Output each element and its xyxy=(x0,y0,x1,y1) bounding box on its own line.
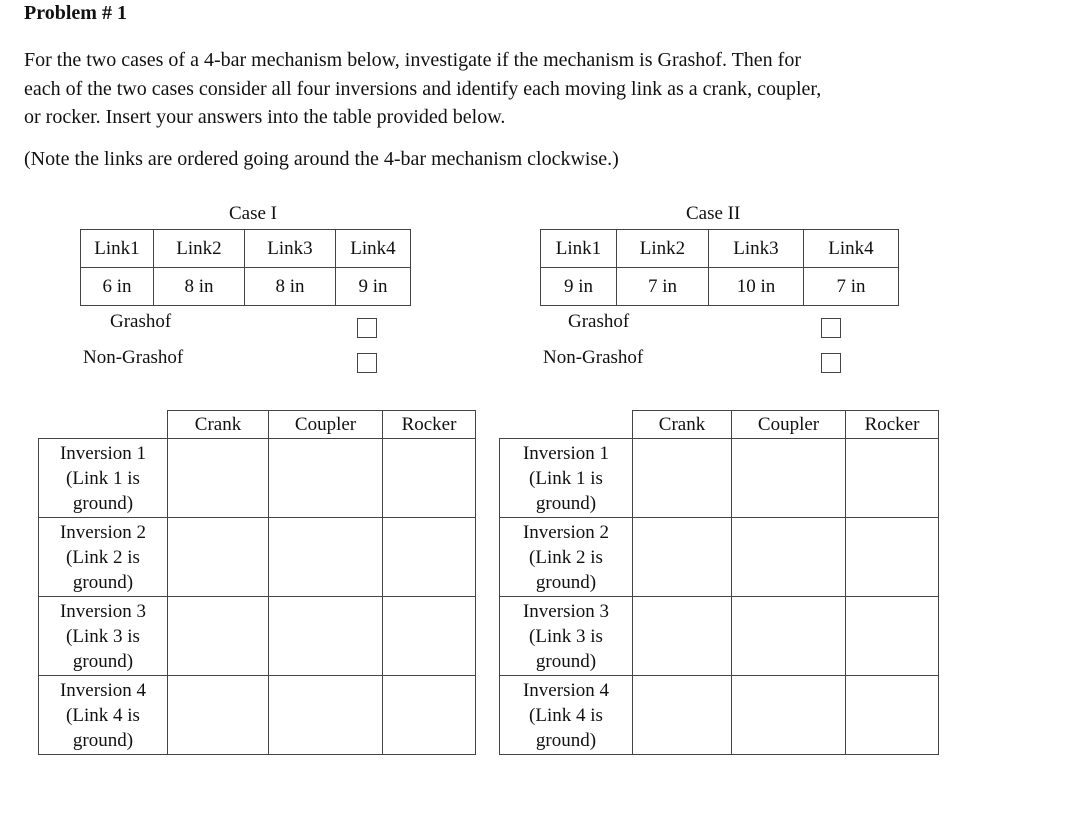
answer-cell-rocker[interactable] xyxy=(846,439,939,518)
answer-cell-rocker[interactable] xyxy=(846,518,939,597)
problem-title: Problem # 1 xyxy=(24,2,127,24)
instructions-line: or rocker. Insert your answers into the table provided below. xyxy=(24,106,506,128)
answer-cell-rocker[interactable] xyxy=(383,518,476,597)
case2-link-table xyxy=(540,229,899,306)
case1-value-link2: 8 in xyxy=(154,268,245,306)
table-row xyxy=(500,676,939,755)
note-text: (Note the links are ordered going around the 4-bar mechanism clockwise.) xyxy=(24,148,619,170)
column-header-coupler: Coupler xyxy=(269,411,383,439)
row-label-inversion-2: Inversion 2 (Link 2 is ground) xyxy=(39,518,168,597)
answer-cell-crank[interactable] xyxy=(168,676,269,755)
column-header-rocker: Rocker xyxy=(846,411,939,439)
case2-header-link1: Link1 xyxy=(541,230,617,268)
case1-title: Case I xyxy=(229,203,278,224)
case1-header-link1: Link1 xyxy=(81,230,154,268)
case2-non-grashof-checkbox[interactable] xyxy=(821,353,841,373)
case2-value-link4: 7 in xyxy=(804,268,899,306)
row-label-inversion-2: Inversion 2 (Link 2 is ground) xyxy=(500,518,633,597)
answer-cell-rocker[interactable] xyxy=(383,676,476,755)
case2-header-link4: Link4 xyxy=(804,230,899,268)
case1-header-link4: Link4 xyxy=(336,230,411,268)
answer-cell-rocker[interactable] xyxy=(846,597,939,676)
case2-value-link2: 7 in xyxy=(617,268,709,306)
table-corner xyxy=(39,411,168,439)
table-row xyxy=(39,439,476,518)
case2-non-grashof-label: Non-Grashof xyxy=(543,347,644,368)
case2-inversion-table xyxy=(499,410,939,755)
row-label-inversion-3: Inversion 3 (Link 3 is ground) xyxy=(39,597,168,676)
table-row xyxy=(500,597,939,676)
answer-cell-crank[interactable] xyxy=(633,439,732,518)
answer-cell-coupler[interactable] xyxy=(732,439,846,518)
case1-inversion-table xyxy=(38,410,476,755)
row-label-inversion-4: Inversion 4 (Link 4 is ground) xyxy=(500,676,633,755)
instructions-line: each of the two cases consider all four inversions and identify each moving link as a crank, coupler, xyxy=(24,77,822,100)
answer-cell-crank[interactable] xyxy=(633,597,732,676)
table-row xyxy=(39,518,476,597)
answer-cell-crank[interactable] xyxy=(168,439,269,518)
instructions-paragraph xyxy=(24,46,1054,132)
case1-non-grashof-checkbox[interactable] xyxy=(357,353,377,373)
column-header-crank: Crank xyxy=(633,411,732,439)
row-label-inversion-3: Inversion 3 (Link 3 is ground) xyxy=(500,597,633,676)
table-corner xyxy=(500,411,633,439)
answer-cell-crank[interactable] xyxy=(633,518,732,597)
answer-cell-coupler[interactable] xyxy=(269,676,383,755)
case1-non-grashof-label: Non-Grashof xyxy=(83,347,184,368)
answer-cell-coupler[interactable] xyxy=(732,676,846,755)
row-label-inversion-1: Inversion 1 (Link 1 is ground) xyxy=(500,439,633,518)
table-row xyxy=(500,518,939,597)
table-row xyxy=(500,439,939,518)
case2-value-link3: 10 in xyxy=(709,268,804,306)
answer-cell-coupler[interactable] xyxy=(269,439,383,518)
case1-grashof-checkbox[interactable] xyxy=(357,318,377,338)
answer-cell-coupler[interactable] xyxy=(732,518,846,597)
row-label-inversion-1: Inversion 1 (Link 1 is ground) xyxy=(39,439,168,518)
case2-grashof-checkbox[interactable] xyxy=(821,318,841,338)
answer-cell-coupler[interactable] xyxy=(732,597,846,676)
case1-value-link4: 9 in xyxy=(336,268,411,306)
column-header-coupler: Coupler xyxy=(732,411,846,439)
case1-value-link3: 8 in xyxy=(245,268,336,306)
case2-title: Case II xyxy=(686,203,741,224)
answer-cell-rocker[interactable] xyxy=(383,439,476,518)
row-label-inversion-4: Inversion 4 (Link 4 is ground) xyxy=(39,676,168,755)
case2-header-link2: Link2 xyxy=(617,230,709,268)
table-row xyxy=(39,597,476,676)
case2-grashof-label: Grashof xyxy=(568,311,630,332)
answer-cell-crank[interactable] xyxy=(168,597,269,676)
answer-cell-crank[interactable] xyxy=(633,676,732,755)
case2-header-link3: Link3 xyxy=(709,230,804,268)
case1-value-link1: 6 in xyxy=(81,268,154,306)
table-row xyxy=(39,676,476,755)
answer-cell-rocker[interactable] xyxy=(846,676,939,755)
case2-value-link1: 9 in xyxy=(541,268,617,306)
case1-grashof-label: Grashof xyxy=(110,311,172,332)
column-header-crank: Crank xyxy=(168,411,269,439)
answer-cell-crank[interactable] xyxy=(168,518,269,597)
case1-header-link2: Link2 xyxy=(154,230,245,268)
column-header-rocker: Rocker xyxy=(383,411,476,439)
instructions-line: For the two cases of a 4-bar mechanism below, investigate if the mechanism is Grashof. Then for xyxy=(24,49,802,71)
answer-cell-rocker[interactable] xyxy=(383,597,476,676)
case1-header-link3: Link3 xyxy=(245,230,336,268)
answer-cell-coupler[interactable] xyxy=(269,597,383,676)
answer-cell-coupler[interactable] xyxy=(269,518,383,597)
case1-link-table xyxy=(80,229,411,306)
